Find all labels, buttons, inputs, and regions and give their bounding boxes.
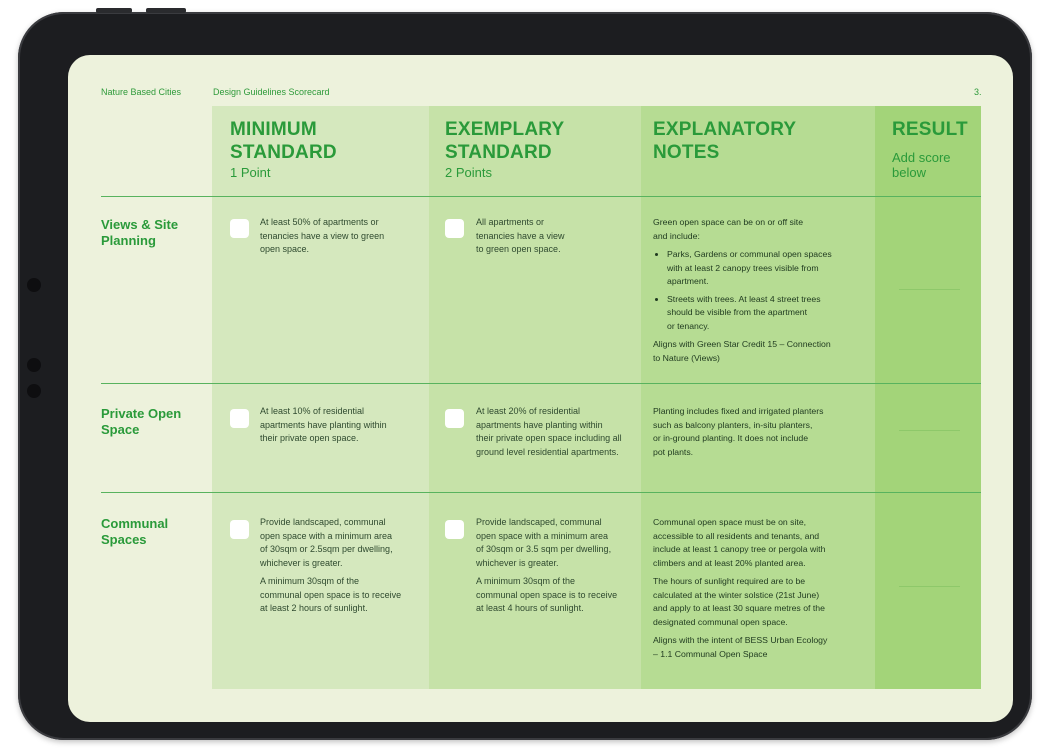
heading-line: NOTES — [653, 142, 720, 163]
text-line: At least 10% of residential — [260, 406, 365, 416]
criteria-paragraph — [260, 575, 420, 616]
text-line: designated communal open space. — [653, 616, 788, 627]
notes-bullet — [667, 248, 853, 289]
text-line: The hours of sunlight required are to be — [653, 576, 806, 586]
text-line: A minimum 30sqm of the — [476, 576, 576, 586]
notes-bullet — [667, 293, 853, 334]
heading-line: STANDARD — [445, 142, 552, 163]
row-label-communal-spaces — [101, 516, 168, 548]
label-line: Views & Site — [101, 217, 179, 232]
notes-paragraph — [653, 575, 853, 629]
column-subtitle-minimum: 1 Point — [230, 165, 271, 180]
notes-communal — [653, 516, 853, 666]
text-line: Communal open space must be on site, — [653, 517, 807, 527]
document-title: Design Guidelines Scorecard — [213, 87, 330, 97]
volume-button-top-2 — [146, 8, 186, 13]
text-line: Aligns with the intent of BESS Urban Ecology — [653, 635, 828, 645]
criteria-paragraph — [260, 516, 420, 570]
text-line: climbers and at least 20% planted area. — [653, 557, 806, 568]
checkbox-private-exemplary[interactable] — [445, 409, 464, 428]
label-line: Space — [101, 422, 140, 437]
criteria-paragraph — [476, 516, 636, 570]
subtitle-line: Add score — [892, 150, 951, 165]
criteria-communal-exemplary — [476, 516, 636, 621]
tablet-screen — [68, 55, 1013, 722]
text-line: of 30sqm or 2.5sqm per dwelling, — [260, 544, 393, 554]
subtitle-line: below — [892, 165, 926, 180]
column-heading-result: RESULT — [892, 119, 968, 140]
notes-paragraph — [653, 216, 853, 243]
row-divider — [101, 492, 981, 493]
text-line: Provide landscaped, communal — [476, 517, 602, 527]
text-line: Aligns with Green Star Credit 15 – Connection — [653, 339, 831, 349]
notes-views — [653, 216, 853, 370]
text-line: open space. — [260, 244, 310, 254]
text-line: – 1.1 Communal Open Space — [653, 648, 768, 659]
checkbox-communal-exemplary[interactable] — [445, 520, 464, 539]
notes-private — [653, 405, 853, 459]
text-line: open space with a minimum area — [260, 530, 393, 541]
text-line: apartments have planting within — [476, 419, 603, 430]
text-line: include at least 1 canopy tree or pergola with — [653, 544, 826, 554]
text-line: Green open space can be on or off site — [653, 217, 804, 227]
column-heading-notes — [653, 118, 796, 164]
text-line: ground level residential apartments. — [476, 446, 619, 457]
criteria-communal-minimum — [260, 516, 420, 621]
checkbox-views-minimum[interactable] — [230, 219, 249, 238]
text-line: open space with a minimum area — [476, 530, 609, 541]
brand-label: Nature Based Cities — [101, 87, 182, 97]
text-line: and include: — [653, 230, 700, 241]
column-heading-exemplary — [445, 118, 564, 164]
text-line: pot plants. — [653, 446, 694, 457]
text-line: Parks, Gardens or communal open spaces — [667, 249, 832, 259]
heading-line: EXEMPLARY — [445, 119, 565, 140]
criteria-views-minimum — [260, 216, 420, 257]
notes-paragraph — [653, 338, 853, 365]
side-sensor-3 — [27, 384, 41, 398]
text-line: to green open space. — [476, 244, 561, 254]
criteria-private-minimum — [260, 405, 420, 446]
text-line: accessible to all residents and tenants, and — [653, 530, 820, 541]
column-subtitle-exemplary: 2 Points — [445, 165, 492, 180]
page-number: 3. — [974, 87, 982, 97]
score-input-private[interactable] — [899, 430, 960, 431]
checkbox-private-minimum[interactable] — [230, 409, 249, 428]
text-line: apartment. — [667, 276, 709, 286]
label-line: Private Open — [101, 406, 182, 421]
criteria-paragraph — [476, 575, 636, 616]
text-line: tenancies have a view — [476, 230, 565, 241]
text-line: apartments have planting within — [260, 419, 387, 430]
text-line: whichever is greater. — [260, 557, 343, 568]
text-line: communal open space is to receive — [260, 589, 402, 600]
notes-paragraph — [653, 516, 853, 570]
text-line: and apply to at least 30 square metres of the — [653, 603, 825, 613]
text-line: to Nature (Views) — [653, 352, 720, 363]
text-line: or in-ground planting. It does not include — [653, 433, 809, 443]
text-line: communal open space is to receive — [476, 589, 618, 600]
text-line: at least 4 hours of sunlight. — [476, 603, 584, 613]
text-line: with at least 2 canopy trees visible from — [667, 262, 819, 273]
checkbox-views-exemplary[interactable] — [445, 219, 464, 238]
header-divider — [101, 196, 981, 197]
row-label-private-open-space — [101, 406, 181, 438]
text-line: calculated at the winter solstice (21st June) — [653, 589, 820, 600]
text-line: A minimum 30sqm of the — [260, 576, 360, 586]
text-line: such as balcony planters, in-situ planters, — [653, 419, 813, 430]
checkbox-communal-minimum[interactable] — [230, 520, 249, 539]
column-result-bg — [875, 106, 981, 689]
text-line: at least 2 hours of sunlight. — [260, 603, 368, 613]
text-line: whichever is greater. — [476, 557, 559, 568]
criteria-private-exemplary — [476, 405, 636, 459]
text-line: their private open space including all — [476, 433, 622, 443]
text-line: All apartments or — [476, 217, 545, 227]
volume-button-top — [96, 8, 132, 13]
score-input-communal[interactable] — [899, 586, 960, 587]
label-line: Communal — [101, 516, 169, 531]
text-line: tenancies have a view to green — [260, 230, 385, 241]
text-line: Provide landscaped, communal — [260, 517, 386, 527]
text-line: Planting includes fixed and irrigated planters — [653, 406, 824, 416]
text-line: Streets with trees. At least 4 street trees — [667, 293, 821, 304]
row-divider — [101, 383, 981, 384]
heading-line: MINIMUM — [230, 119, 317, 140]
label-line: Planning — [101, 233, 156, 248]
column-heading-minimum — [230, 118, 337, 164]
text-line: their private open space. — [260, 433, 359, 443]
text-line: of 30sqm or 3.5 sqm per dwelling, — [476, 544, 612, 554]
tablet-frame — [18, 12, 1032, 740]
heading-line: STANDARD — [230, 142, 337, 163]
row-label-views-site-planning — [101, 217, 178, 249]
text-line: or tenancy. — [667, 320, 710, 331]
heading-line: EXPLANATORY — [653, 119, 797, 140]
score-input-views[interactable] — [899, 289, 960, 290]
text-line: At least 50% of apartments or — [260, 217, 379, 227]
side-sensor-2 — [27, 358, 41, 372]
notes-bullet-list — [653, 248, 853, 333]
criteria-views-exemplary — [476, 216, 636, 257]
side-sensor-1 — [27, 278, 41, 292]
label-line: Spaces — [101, 532, 147, 547]
text-line: At least 20% of residential — [476, 406, 581, 416]
text-line: should be visible from the apartment — [667, 307, 808, 317]
notes-paragraph — [653, 634, 853, 661]
column-subtitle-result — [892, 150, 951, 180]
